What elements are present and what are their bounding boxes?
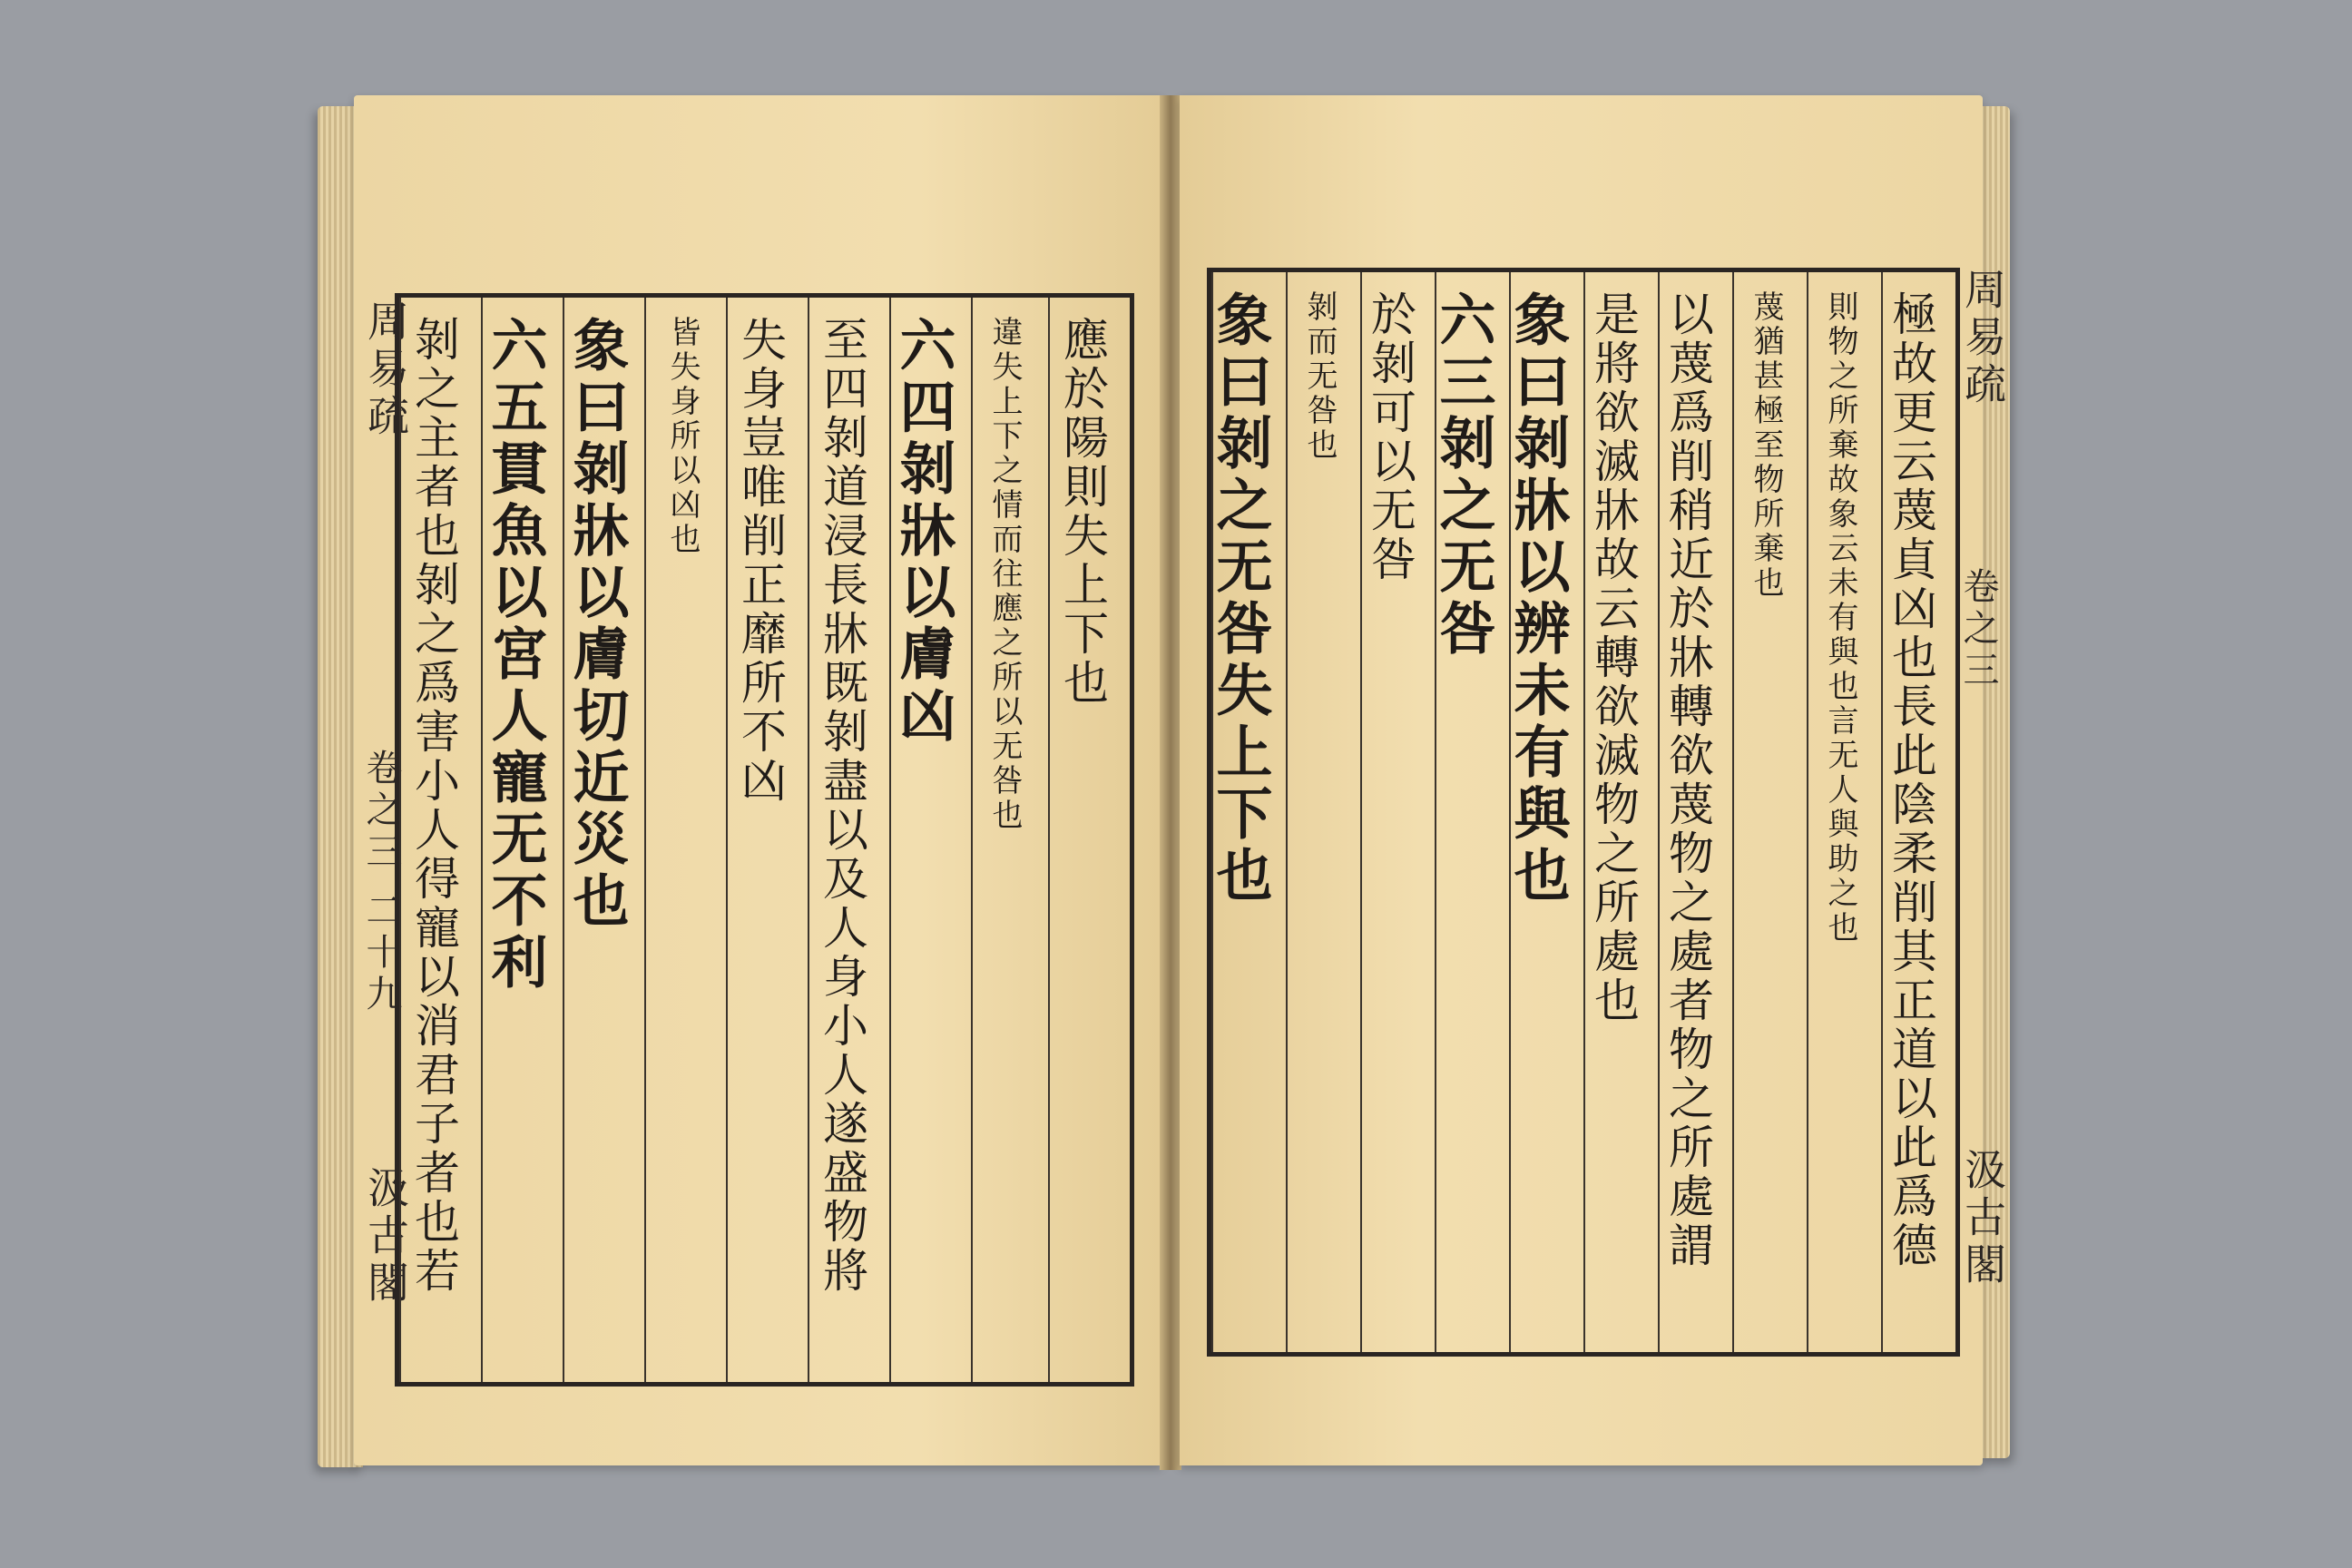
right-column-8: 於剝可以无咎 bbox=[1360, 272, 1436, 1352]
right-column-5: 是將欲滅牀故云轉欲滅物之所處也 bbox=[1583, 272, 1660, 1352]
left-column-8: 六五貫魚以宮人寵无不利 bbox=[481, 298, 564, 1382]
left-column-6: 皆失身所以凶也 bbox=[644, 298, 728, 1382]
right-margin-publisher: 汲古閣 bbox=[1958, 1148, 2007, 1289]
right-column-1: 極故更云蔑貞凶也長此陰柔削其正道以此爲德 bbox=[1881, 272, 1957, 1352]
left-margin-publisher: 汲古閣 bbox=[361, 1166, 410, 1308]
right-column-10: 象曰剝之无咎失上下也 bbox=[1211, 272, 1288, 1352]
left-text-frame bbox=[395, 293, 1134, 1387]
right-text-frame bbox=[1207, 268, 1960, 1357]
left-column-1: 應於陽則失上下也 bbox=[1048, 298, 1132, 1382]
left-column-2: 違失上下之情而往應之所以无咎也 bbox=[971, 298, 1050, 1382]
left-column-3: 六四剝牀以膚凶 bbox=[889, 298, 973, 1382]
right-column-9: 剝而无咎也 bbox=[1286, 272, 1362, 1352]
right-page bbox=[1180, 95, 2007, 1465]
right-margin-volume: 卷之三 bbox=[1957, 567, 1999, 692]
right-column-2: 則物之所棄故象云未有與也言无人與助之也 bbox=[1807, 272, 1883, 1352]
right-margin-title: 周易疏 bbox=[1958, 268, 2007, 409]
right-column-7: 六三剝之无咎 bbox=[1435, 272, 1511, 1352]
left-margin-title: 周易疏 bbox=[361, 299, 410, 441]
left-column-9: 剝之主者也剝之爲害小人得寵以消君子者也若 bbox=[399, 298, 483, 1382]
open-book bbox=[318, 95, 2010, 1470]
book-gutter bbox=[1160, 95, 1181, 1470]
right-column-4: 以蔑爲削稍近於牀轉欲蔑物之處者物之所處謂 bbox=[1658, 272, 1734, 1352]
left-column-7: 象曰剝牀以膚切近災也 bbox=[563, 298, 646, 1382]
right-column-6: 象曰剝牀以辨未有與也 bbox=[1509, 272, 1585, 1352]
left-column-4: 至四剝道浸長牀既剝盡以及人身小人遂盛物將 bbox=[808, 298, 891, 1382]
left-page bbox=[354, 95, 1161, 1465]
left-margin-volume: 卷之三 二十九 bbox=[360, 749, 402, 1016]
left-column-5: 失身豈唯削正靡所不凶 bbox=[726, 298, 809, 1382]
right-column-3: 蔑猶甚極至物所棄也 bbox=[1732, 272, 1808, 1352]
